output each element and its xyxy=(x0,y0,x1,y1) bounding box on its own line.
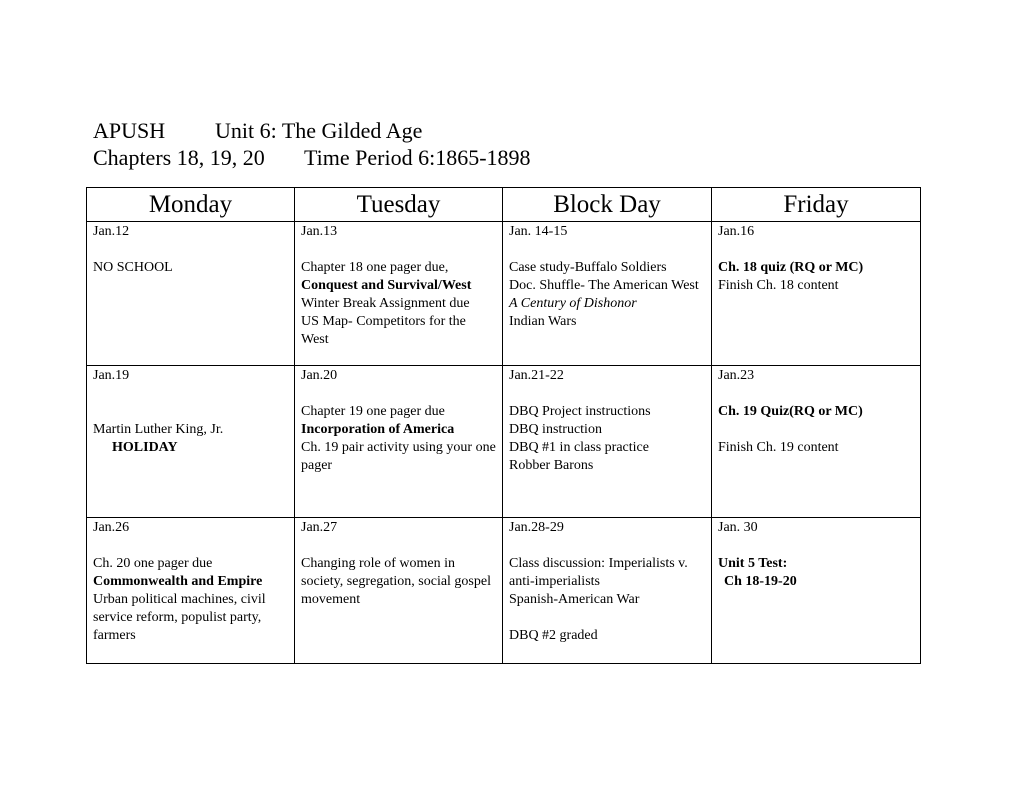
cell-text-line: Finish Ch. 18 content xyxy=(718,278,839,293)
unit-title: Unit 6: The Gilded Age xyxy=(215,118,423,143)
cell-text-line xyxy=(93,537,288,555)
time-period-label: Time Period 6:1865-1898 xyxy=(304,145,531,170)
column-header-block-day: Block Day xyxy=(503,188,712,222)
week-row xyxy=(87,518,921,664)
date-label: Jan.16 xyxy=(718,224,755,239)
cell-text-line xyxy=(509,609,705,627)
schedule-header-row xyxy=(87,188,921,222)
day-cell-monday xyxy=(87,366,295,518)
chapters-label: Chapters 18, 19, 20 xyxy=(93,145,265,170)
cell-text-line: Ch. 20 one pager due xyxy=(93,556,213,571)
header-line-1 xyxy=(93,117,531,144)
week-row xyxy=(87,366,921,518)
cell-text-line: DBQ Project instructions xyxy=(509,404,651,419)
day-cell-tuesday xyxy=(295,518,503,664)
cell-text-line: Chapter 18 one pager due, xyxy=(301,260,449,275)
header-line-2 xyxy=(93,144,531,171)
day-cell-friday xyxy=(712,222,921,366)
cell-text-line xyxy=(93,403,288,421)
cell-text-line xyxy=(509,241,705,259)
date-label: Jan.19 xyxy=(93,368,130,383)
cell-text-line: Doc. Shuffle- The American West xyxy=(509,278,699,293)
day-cell-friday xyxy=(712,366,921,518)
cell-text-line: DBQ #2 graded xyxy=(509,628,598,643)
cell-text-line xyxy=(718,537,914,555)
cell-text-line xyxy=(718,385,914,403)
cell-text-line: Changing role of women in society, segregation, social gospel movement xyxy=(301,556,491,607)
column-header-friday: Friday xyxy=(712,188,921,222)
course-name: APUSH xyxy=(93,118,166,143)
day-cell-friday xyxy=(712,518,921,664)
cell-text-line: Ch. 18 quiz (RQ or MC) xyxy=(718,260,864,275)
cell-text-line: A Century of Dishonor xyxy=(509,296,637,311)
day-cell-tuesday xyxy=(295,366,503,518)
cell-text-line: Ch. 19 pair activity using your one pager xyxy=(301,440,496,473)
date-label: Jan. 14-15 xyxy=(509,224,568,239)
cell-text-line xyxy=(509,537,705,555)
cell-text-line: Class discussion: Imperialists v. anti-imperialists xyxy=(509,556,688,589)
cell-text-line: HOLIDAY xyxy=(112,440,178,455)
day-cell-block-day xyxy=(503,366,712,518)
column-header-monday: Monday xyxy=(87,188,295,222)
cell-text-line: Urban political machines, civil service reform, populist party, farmers xyxy=(93,592,266,643)
date-label: Jan.21-22 xyxy=(509,368,564,383)
cell-text-line: DBQ #1 in class practice xyxy=(509,440,649,455)
cell-text-line: Commonwealth and Empire xyxy=(93,574,263,589)
schedule-body xyxy=(87,222,921,664)
day-cell-block-day xyxy=(503,518,712,664)
cell-text-line: Incorporation of America xyxy=(301,422,455,437)
cell-text-line: Indian Wars xyxy=(509,314,577,329)
cell-text-line: Conquest and Survival/West xyxy=(301,278,472,293)
schedule-table xyxy=(86,187,921,664)
cell-text-line xyxy=(301,241,496,259)
cell-text-line: Spanish-American War xyxy=(509,592,640,607)
day-cell-monday xyxy=(87,518,295,664)
cell-text-line: Case study-Buffalo Soldiers xyxy=(509,260,667,275)
cell-text-line: Robber Barons xyxy=(509,458,594,473)
week-row xyxy=(87,222,921,366)
cell-text-line xyxy=(301,537,496,555)
cell-text-line: Finish Ch. 19 content xyxy=(718,440,839,455)
cell-text-line: Ch 18-19-20 xyxy=(724,574,797,589)
cell-text-line xyxy=(93,385,288,403)
cell-text-line: Chapter 19 one pager due xyxy=(301,404,445,419)
date-label: Jan.23 xyxy=(718,368,755,383)
cell-text-line: Unit 5 Test: xyxy=(718,556,788,571)
date-label: Jan. 30 xyxy=(718,520,758,535)
cell-text-line: NO SCHOOL xyxy=(93,260,173,275)
cell-text-line xyxy=(509,385,705,403)
cell-text-line: Martin Luther King, Jr. xyxy=(93,422,224,437)
day-cell-tuesday xyxy=(295,222,503,366)
date-label: Jan.12 xyxy=(93,224,130,239)
date-label: Jan.26 xyxy=(93,520,130,535)
day-cell-monday xyxy=(87,222,295,366)
date-label: Jan.27 xyxy=(301,520,338,535)
document-header xyxy=(93,117,531,171)
cell-text-line xyxy=(718,241,914,259)
cell-text-line: Ch. 19 Quiz(RQ or MC) xyxy=(718,404,863,419)
day-cell-block-day xyxy=(503,222,712,366)
cell-text-line xyxy=(718,421,914,439)
cell-text-line: DBQ instruction xyxy=(509,422,602,437)
cell-text-line xyxy=(301,385,496,403)
cell-text-line: Winter Break Assignment due xyxy=(301,296,470,311)
cell-text-line: US Map- Competitors for the West xyxy=(301,314,466,347)
date-label: Jan.20 xyxy=(301,368,338,383)
column-header-tuesday: Tuesday xyxy=(295,188,503,222)
date-label: Jan.13 xyxy=(301,224,338,239)
cell-text-line xyxy=(93,241,288,259)
date-label: Jan.28-29 xyxy=(509,520,564,535)
